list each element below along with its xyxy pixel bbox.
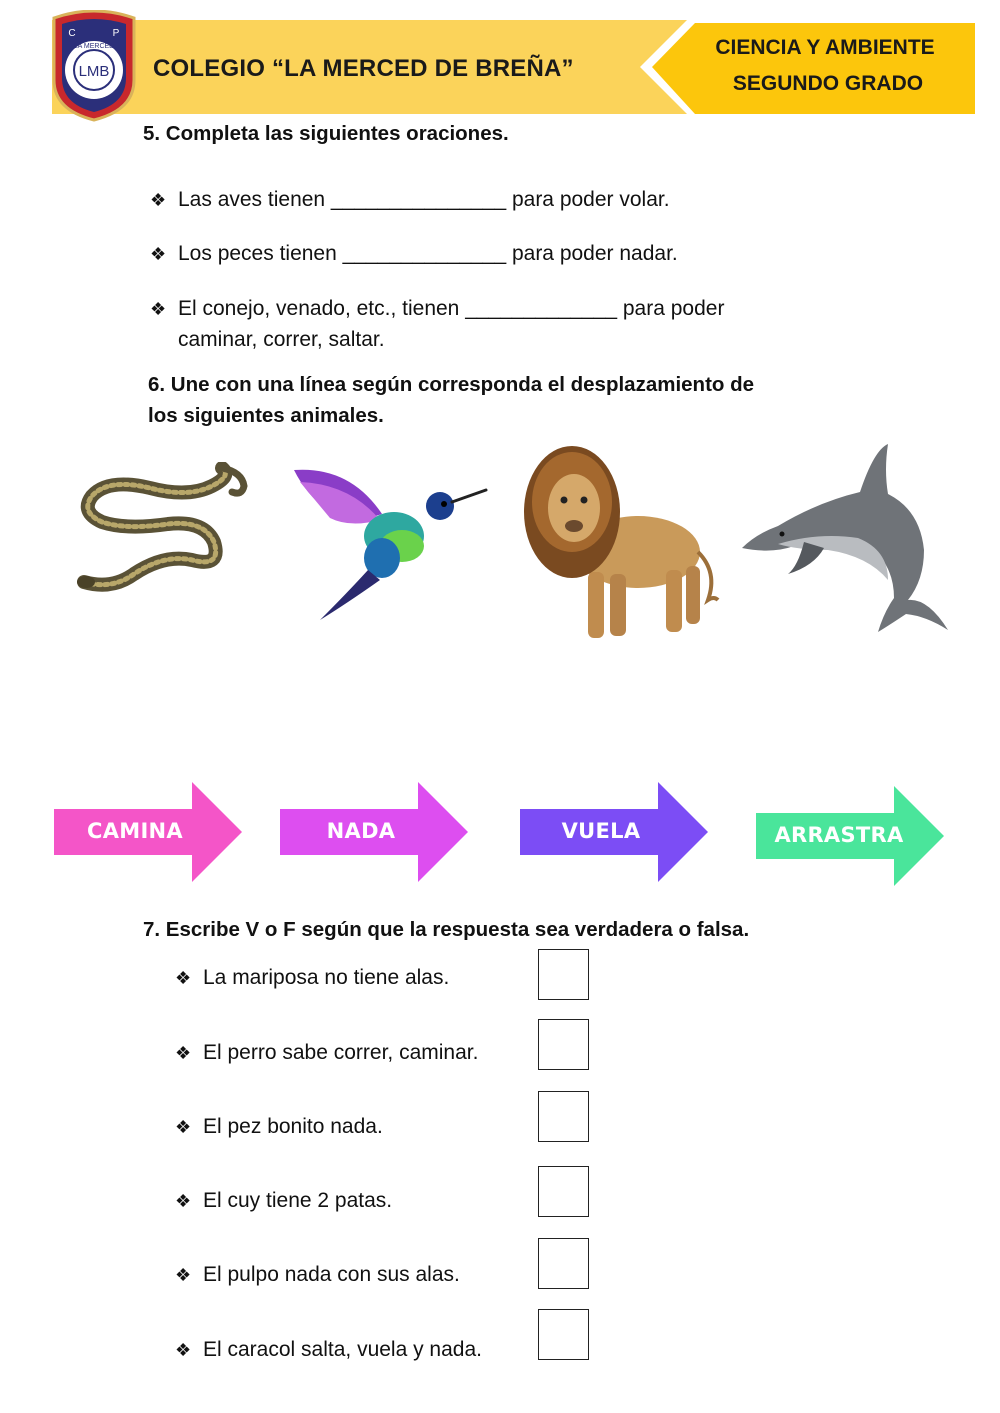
statement-text: El perro sabe correr, caminar. <box>203 1041 479 1064</box>
bullet-icon: ❖ <box>175 1191 192 1211</box>
bullet-icon: ❖ <box>150 244 167 264</box>
hummingbird-image[interactable] <box>290 462 488 624</box>
statement-item <box>175 1263 460 1287</box>
logo-text: LMB <box>78 63 110 80</box>
sentence-item <box>150 188 670 212</box>
answer-box[interactable] <box>538 1309 589 1360</box>
statement-text: El pulpo nada con sus alas. <box>203 1263 460 1286</box>
school-name: COLEGIO “LA MERCED DE BREÑA” <box>153 55 574 82</box>
bullet-icon: ❖ <box>175 968 192 988</box>
arrow-label-vuela: VUELA <box>561 819 641 843</box>
section5-title: 5. Completa las siguientes oraciones. <box>143 122 509 145</box>
sentence-text: El conejo, venado, etc., tienen _____________ para poder <box>178 297 725 320</box>
statement-text: La mariposa no tiene alas. <box>203 966 450 989</box>
answer-box[interactable] <box>538 949 589 1000</box>
sentence-item <box>150 242 678 266</box>
bullet-icon: ❖ <box>175 1117 192 1137</box>
course-grade: SEGUNDO GRADO <box>732 72 924 95</box>
section6-title-line2: los siguientes animales. <box>148 404 384 427</box>
course-subject: CIENCIA Y AMBIENTE <box>715 36 935 59</box>
snake-image[interactable] <box>72 462 250 596</box>
section7-title: 7. Escribe V o F según que la respuesta sea verdadera o falsa. <box>143 918 750 941</box>
section6-title-line1: 6. Une con una línea según corresponda el desplazamiento de <box>148 373 755 396</box>
statement-item <box>175 1338 482 1362</box>
sentence-item <box>150 297 724 321</box>
answer-box[interactable] <box>538 1019 589 1070</box>
arrow-label-nada: NADA <box>326 819 396 843</box>
answer-box[interactable] <box>538 1091 589 1142</box>
sentence-continuation: caminar, correr, saltar. <box>178 328 385 351</box>
lion-image[interactable] <box>524 446 718 638</box>
bullet-icon: ❖ <box>175 1043 192 1063</box>
sentence-text: Los peces tienen ______________ para poder nadar. <box>178 242 678 265</box>
arrow-label-camina: CAMINA <box>86 819 183 843</box>
bullet-icon: ❖ <box>175 1265 192 1285</box>
answer-box[interactable] <box>538 1238 589 1289</box>
sentence-text: Las aves tienen _______________ para poder volar. <box>178 188 670 211</box>
arrow-label-arrastra: ARRASTRA <box>774 823 904 847</box>
statement-item <box>175 1189 392 1213</box>
school-logo <box>48 10 140 122</box>
dolphin-image[interactable] <box>738 440 952 634</box>
bullet-icon: ❖ <box>150 299 167 319</box>
statement-item <box>175 1115 383 1139</box>
statement-text: El cuy tiene 2 patas. <box>203 1189 393 1212</box>
course-badge <box>640 20 975 114</box>
statement-item <box>175 966 449 990</box>
answer-box[interactable] <box>538 1166 589 1217</box>
logo-ring-text: LA MERCED <box>73 43 115 50</box>
statement-text: El pez bonito nada. <box>203 1115 383 1138</box>
statement-text: El caracol salta, vuela y nada. <box>203 1338 482 1361</box>
logo-letter-c: C <box>68 28 76 39</box>
statement-item <box>175 1041 478 1065</box>
bullet-icon: ❖ <box>150 190 167 210</box>
logo-letter-p: P <box>112 28 120 39</box>
bullet-icon: ❖ <box>175 1340 192 1360</box>
